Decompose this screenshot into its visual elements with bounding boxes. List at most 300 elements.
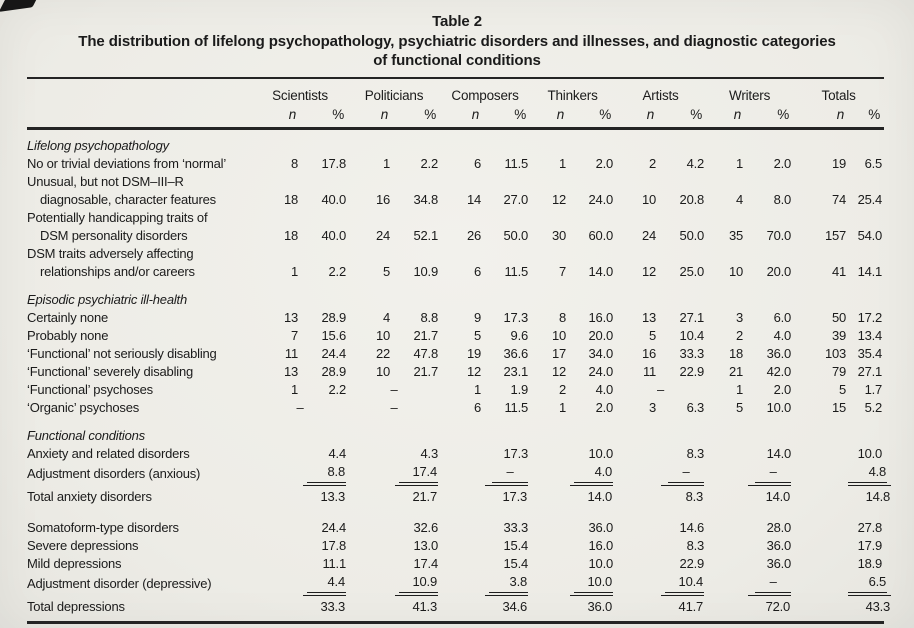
cell-n: 30 [551, 228, 567, 243]
row-label-line: Severe depressions [27, 538, 139, 553]
cell-pct [300, 573, 348, 595]
cell-pct [392, 595, 440, 623]
cell-n-empty [440, 537, 483, 555]
cell-pct: 9.6 [510, 328, 529, 343]
row-label [27, 363, 252, 381]
cell-pct: 4.0 [595, 382, 614, 397]
subheader-pct: % [332, 107, 344, 122]
cell-pct: 17.4 [413, 556, 439, 571]
cell-n-empty [348, 463, 392, 485]
cell-n-empty [530, 485, 568, 511]
cell-n: 74 [832, 192, 847, 207]
column-group-scientists: Scientists [272, 88, 328, 103]
cell-n-empty [530, 445, 568, 463]
no-data-dash: – [390, 382, 398, 397]
table-header [27, 78, 884, 129]
cell-pct: 22.9 [679, 364, 705, 379]
cell-n-empty [440, 595, 483, 623]
table-row [27, 363, 884, 381]
cell-pct [568, 463, 615, 485]
cell-pct: 36.0 [766, 346, 792, 361]
table-row [27, 555, 884, 573]
subheader-pct: % [424, 107, 437, 122]
cell-pct: 8.3 [686, 538, 705, 553]
cell-n: 6 [473, 264, 482, 279]
cell-n-empty [440, 555, 483, 573]
cell-pct: 2.2 [328, 264, 346, 279]
subheader-n: n [471, 107, 480, 122]
row-label-line: DSM traits adversely affecting [27, 246, 194, 261]
cell-n: 12 [466, 364, 482, 379]
table-body [27, 129, 891, 623]
cell-n: 5 [473, 328, 482, 343]
cell-pct: 17.8 [321, 538, 346, 553]
section-heading-row [27, 129, 884, 156]
cell-pct: 20.8 [679, 192, 705, 207]
cell-pct [848, 463, 887, 485]
caption-line-2: of functional conditions [373, 52, 541, 69]
cell-pct: 14.0 [588, 264, 614, 279]
cell-n: 13 [283, 364, 298, 379]
cell-n: 14 [466, 192, 482, 207]
row-label-line: ‘Organic’ psychoses [27, 400, 140, 415]
row-label [27, 309, 252, 327]
cell-n: 3 [649, 400, 657, 415]
cell-pct: 17.3 [503, 446, 529, 461]
cell-pct [848, 595, 891, 623]
no-data-dash: – [390, 400, 398, 415]
cell-pct: 28.9 [321, 310, 346, 325]
dash-cell [348, 381, 440, 399]
cell-pct: 36.0 [766, 556, 792, 571]
cell-n: 1 [473, 382, 482, 397]
cell-n: 6 [473, 156, 482, 171]
cell-n: 1 [382, 156, 390, 171]
cell-n-empty [252, 537, 300, 555]
header-group-row [27, 78, 884, 106]
value-underlined: 17.4 [399, 463, 438, 483]
cell-n-empty [440, 485, 483, 511]
cell-pct: 60.0 [588, 228, 614, 243]
cell-n: 2 [649, 156, 657, 171]
cell-pct: 8.0 [773, 192, 792, 207]
value-underlined: 10.4 [665, 573, 704, 593]
table-row [27, 155, 884, 173]
cell-pct [483, 595, 530, 623]
cell-pct: 10.9 [413, 264, 439, 279]
cell-n: 18 [729, 346, 744, 361]
cell-n: 12 [551, 364, 567, 379]
section-heading-row [27, 281, 884, 309]
column-group-totals: Totals [821, 88, 856, 103]
cell-n: 1 [290, 264, 298, 279]
row-label-line: Adjustment disorder (depressive) [27, 576, 212, 591]
cell-pct: 4.3 [420, 446, 439, 461]
no-data-dash: – [657, 382, 665, 397]
cell-n-empty [348, 537, 392, 555]
table-row [27, 537, 884, 555]
cell-n-empty [348, 573, 392, 595]
header-sub-row [27, 106, 884, 129]
cell-pct: 32.6 [413, 520, 439, 535]
cell-pct: 2.0 [595, 400, 614, 415]
cell-n-empty [530, 463, 568, 485]
cell-pct: 11.1 [322, 556, 346, 571]
cell-n-empty [348, 595, 392, 623]
cell-n-empty [348, 485, 392, 511]
cell-n: 10 [375, 364, 390, 379]
cell-pct [658, 573, 706, 595]
total-value: 33.3 [303, 595, 346, 616]
cell-n-empty [615, 463, 658, 485]
cell-n-empty [793, 555, 848, 573]
cell-n: 18 [283, 192, 298, 207]
row-label-line: Mild depressions [27, 556, 122, 571]
cell-n: 50 [832, 310, 847, 325]
cell-pct: 21.7 [413, 364, 439, 379]
cell-n-empty [252, 485, 300, 511]
cell-pct [568, 485, 615, 511]
cell-pct: 24.4 [321, 520, 346, 535]
row-label [27, 155, 252, 173]
subheader-n: n [733, 107, 742, 122]
table-row [27, 381, 884, 399]
cell-pct: 40.0 [321, 228, 346, 243]
value-underlined: 4.4 [307, 573, 346, 593]
cell-pct [300, 463, 348, 485]
cell-pct: 36.0 [588, 520, 614, 535]
cell-n: 2 [559, 382, 567, 397]
cell-pct: 21.7 [413, 328, 439, 343]
cell-n-empty [706, 445, 745, 463]
column-group-politicians: Politicians [364, 88, 424, 103]
cell-pct: 16.0 [588, 538, 614, 553]
cell-pct: 15.6 [321, 328, 346, 343]
cell-pct: 14.6 [679, 520, 705, 535]
cell-n: 24 [375, 228, 390, 243]
row-label-line: Certainly none [27, 310, 109, 325]
cell-n-empty [440, 445, 483, 463]
cell-pct: 18.9 [857, 556, 883, 571]
cell-pct: 33.3 [503, 520, 529, 535]
cell-n-empty [793, 463, 848, 485]
cell-pct [658, 485, 706, 511]
cell-pct: 17.2 [857, 310, 883, 325]
cell-pct [483, 573, 530, 595]
cell-n: 1 [290, 382, 298, 397]
row-label-line: Unusual, but not DSM–III–R [27, 174, 184, 189]
cell-pct: 4.4 [328, 446, 346, 461]
cell-n-empty [706, 555, 745, 573]
table-row [27, 209, 884, 245]
cell-n: 22 [375, 346, 390, 361]
cell-pct: 11.5 [504, 156, 529, 171]
value-underlined: 6.5 [848, 573, 887, 593]
cell-n-empty [793, 573, 848, 595]
cell-n: 1 [559, 156, 567, 171]
cell-n-empty [530, 537, 568, 555]
row-label [27, 555, 252, 573]
column-group-thinkers: Thinkers [547, 88, 598, 103]
cell-n-empty [530, 573, 568, 595]
cell-pct: 13.4 [857, 328, 883, 343]
cell-n-empty [252, 445, 300, 463]
column-group-artists: Artists [642, 88, 679, 103]
cell-pct: 15.4 [503, 538, 529, 553]
row-label-line: No or trivial deviations from ‘normal’ [27, 156, 227, 171]
cell-pct: 24.0 [588, 364, 614, 379]
cell-n: 5 [839, 382, 847, 397]
cell-n-empty [530, 595, 568, 623]
cell-pct: 11.5 [504, 400, 529, 415]
stub-header [27, 78, 252, 106]
table-row [27, 573, 884, 595]
cell-pct [745, 463, 793, 485]
cell-pct: 36.0 [766, 538, 792, 553]
table-row [27, 399, 884, 417]
cell-pct [483, 485, 530, 511]
value-underlined: 10.9 [399, 573, 438, 593]
cell-pct: 40.0 [321, 192, 346, 207]
dash-cell [615, 381, 706, 399]
row-label-line: relationships and/or careers [40, 264, 195, 279]
subheader-pct: % [868, 107, 881, 122]
cell-pct: 8.8 [420, 310, 439, 325]
row-label-line: Total depressions [27, 599, 125, 614]
row-label-line: Anxiety and related disorders [27, 446, 190, 461]
total-value: 41.7 [661, 595, 704, 616]
row-label-line: Somatoform-type disorders [27, 520, 179, 535]
subheader-pct: % [514, 107, 527, 122]
cell-pct: 14.0 [766, 446, 792, 461]
cell-pct: 27.0 [503, 192, 529, 207]
cell-n: 17 [551, 346, 567, 361]
row-label [27, 511, 252, 537]
cell-n: 103 [824, 346, 847, 361]
cell-pct: 33.3 [679, 346, 705, 361]
cell-n-empty [440, 463, 483, 485]
cell-n: 6 [473, 400, 482, 415]
value-underlined: 4.8 [848, 463, 887, 483]
cell-n: 5 [736, 400, 744, 415]
cell-pct: 10.0 [766, 400, 792, 415]
cell-pct: 50.0 [679, 228, 705, 243]
cell-pct: 5.2 [864, 400, 883, 415]
cell-pct [392, 463, 440, 485]
cell-n-empty [793, 595, 848, 623]
cell-pct: 27.1 [857, 364, 883, 379]
no-data-dash: – [755, 463, 791, 483]
cell-pct: 23.1 [503, 364, 529, 379]
cell-n-empty [706, 511, 745, 537]
row-label-line: diagnosable, character features [40, 192, 216, 207]
cell-pct [658, 595, 706, 623]
cell-n-empty [530, 555, 568, 573]
cell-n: 8 [290, 156, 298, 171]
cell-n-empty [706, 595, 745, 623]
cell-pct: 2.2 [328, 382, 346, 397]
cell-pct: 42.0 [766, 364, 792, 379]
cell-n: 26 [466, 228, 482, 243]
cell-n: 16 [375, 192, 390, 207]
total-value: 21.7 [395, 485, 438, 506]
cell-n-empty [793, 485, 848, 511]
cell-pct [658, 463, 706, 485]
value-underlined: 4.0 [574, 463, 613, 483]
cell-pct [483, 463, 530, 485]
cell-n: 12 [551, 192, 567, 207]
cell-pct: 17.8 [321, 156, 346, 171]
table-row [27, 595, 884, 623]
cell-pct: 8.3 [686, 446, 705, 461]
row-label [27, 345, 252, 363]
cell-n: 1 [736, 382, 744, 397]
cell-n: 4 [382, 310, 390, 325]
caption-line-1: The distribution of lifelong psychopathology, psychiatric disorders and illnesses, and diagnostic categories [78, 33, 836, 50]
row-label [27, 485, 252, 511]
cell-pct: 20.0 [588, 328, 614, 343]
cell-pct: 25.4 [857, 192, 883, 207]
cell-pct: 10.0 [857, 446, 883, 461]
table-row [27, 173, 884, 209]
cell-n-empty [348, 511, 392, 537]
cell-pct [392, 573, 440, 595]
total-value: 34.6 [485, 595, 528, 616]
section-heading: Lifelong psychopathology [27, 138, 169, 153]
cell-n: 11 [284, 346, 298, 361]
cell-n-empty [615, 573, 658, 595]
cell-pct: 16.0 [588, 310, 614, 325]
section-heading-row [27, 417, 884, 445]
cell-pct: 52.1 [413, 228, 439, 243]
cell-pct: 17.3 [503, 310, 529, 325]
cell-n: 24 [641, 228, 657, 243]
cell-n: 9 [473, 310, 482, 325]
cell-pct: 4.0 [773, 328, 792, 343]
cell-pct: 70.0 [766, 228, 792, 243]
row-label-line: ‘Functional’ psychoses [27, 382, 153, 397]
total-value: 14.0 [570, 485, 613, 506]
value-underlined: 8.8 [307, 463, 346, 483]
cell-n-empty [706, 573, 745, 595]
cell-pct: 15.4 [503, 556, 529, 571]
cell-n: 19 [832, 156, 847, 171]
cell-pct: 14.1 [857, 264, 883, 279]
cell-n: 13 [641, 310, 657, 325]
cell-pct: 13.0 [413, 538, 439, 553]
cell-pct: 6.5 [864, 156, 883, 171]
cell-pct [300, 485, 348, 511]
row-label [27, 399, 252, 417]
cell-pct: 27.8 [857, 520, 883, 535]
total-value: 36.0 [570, 595, 613, 616]
cell-n: 10 [729, 264, 744, 279]
cell-n: 21 [729, 364, 744, 379]
row-label [27, 245, 252, 281]
cell-pct: 10.0 [588, 556, 614, 571]
cell-pct [848, 485, 891, 511]
cell-pct [568, 573, 615, 595]
cell-n: 2 [736, 328, 744, 343]
cell-pct: 24.0 [588, 192, 614, 207]
subheader-n: n [836, 107, 845, 122]
cell-n: 10 [551, 328, 567, 343]
cell-n-empty [252, 595, 300, 623]
row-label-line: Probably none [27, 328, 109, 343]
row-label-line: Total anxiety disorders [27, 489, 152, 504]
cell-pct [745, 595, 793, 623]
cell-pct: 2.0 [595, 156, 614, 171]
cell-pct [568, 595, 615, 623]
table-row [27, 445, 884, 463]
cell-n-empty [348, 445, 392, 463]
cell-pct: 28.9 [321, 364, 346, 379]
cell-n: 19 [466, 346, 482, 361]
table-caption [0, 0, 914, 70]
total-value: 43.3 [848, 595, 891, 616]
cell-n-empty [793, 511, 848, 537]
cell-n: 7 [290, 328, 298, 343]
value-underlined: 3.8 [489, 573, 528, 593]
cell-n-empty [615, 537, 658, 555]
subheader-n: n [556, 107, 565, 122]
section-heading: Functional conditions [27, 428, 145, 443]
subheader-pct: % [777, 107, 790, 122]
subheader-n: n [646, 107, 655, 122]
table-row [27, 309, 884, 327]
main-table [27, 77, 891, 624]
total-value: 17.3 [485, 485, 528, 506]
cell-pct: 20.0 [766, 264, 792, 279]
cell-pct: 22.9 [679, 556, 705, 571]
cell-pct [848, 573, 887, 595]
row-label [27, 209, 252, 245]
cell-n-empty [615, 555, 658, 573]
cell-pct: 34.0 [588, 346, 614, 361]
cell-pct: 6.3 [686, 400, 705, 415]
cell-pct: 4.2 [686, 156, 705, 171]
cell-pct: 25.0 [679, 264, 705, 279]
cell-pct: 6.0 [773, 310, 792, 325]
cell-n: 5 [382, 264, 390, 279]
row-label-line: Adjustment disorders (anxious) [27, 466, 201, 481]
cell-n: 1 [736, 156, 744, 171]
cell-n: 35 [729, 228, 744, 243]
cell-pct: 17.9 [857, 538, 883, 553]
cell-n: 15 [832, 400, 847, 415]
cell-n: 18 [283, 228, 298, 243]
table-number: Table 2 [432, 13, 482, 30]
cell-pct: 27.1 [679, 310, 705, 325]
cell-n: 1 [559, 400, 567, 415]
subheader-n: n [380, 107, 388, 122]
row-label [27, 463, 252, 485]
cell-n-empty [706, 463, 745, 485]
dash-cell [348, 399, 440, 417]
cell-pct: 1.9 [510, 382, 529, 397]
cell-pct: 47.8 [413, 346, 439, 361]
cell-n-empty [252, 463, 300, 485]
cell-n: 79 [832, 364, 847, 379]
cell-n-empty [615, 445, 658, 463]
cell-pct [392, 485, 440, 511]
cell-n: 10 [375, 328, 390, 343]
cell-n-empty [440, 511, 483, 537]
subheader-n: n [288, 107, 296, 122]
cell-pct [300, 595, 348, 623]
cell-n-empty [252, 511, 300, 537]
row-label [27, 381, 252, 399]
